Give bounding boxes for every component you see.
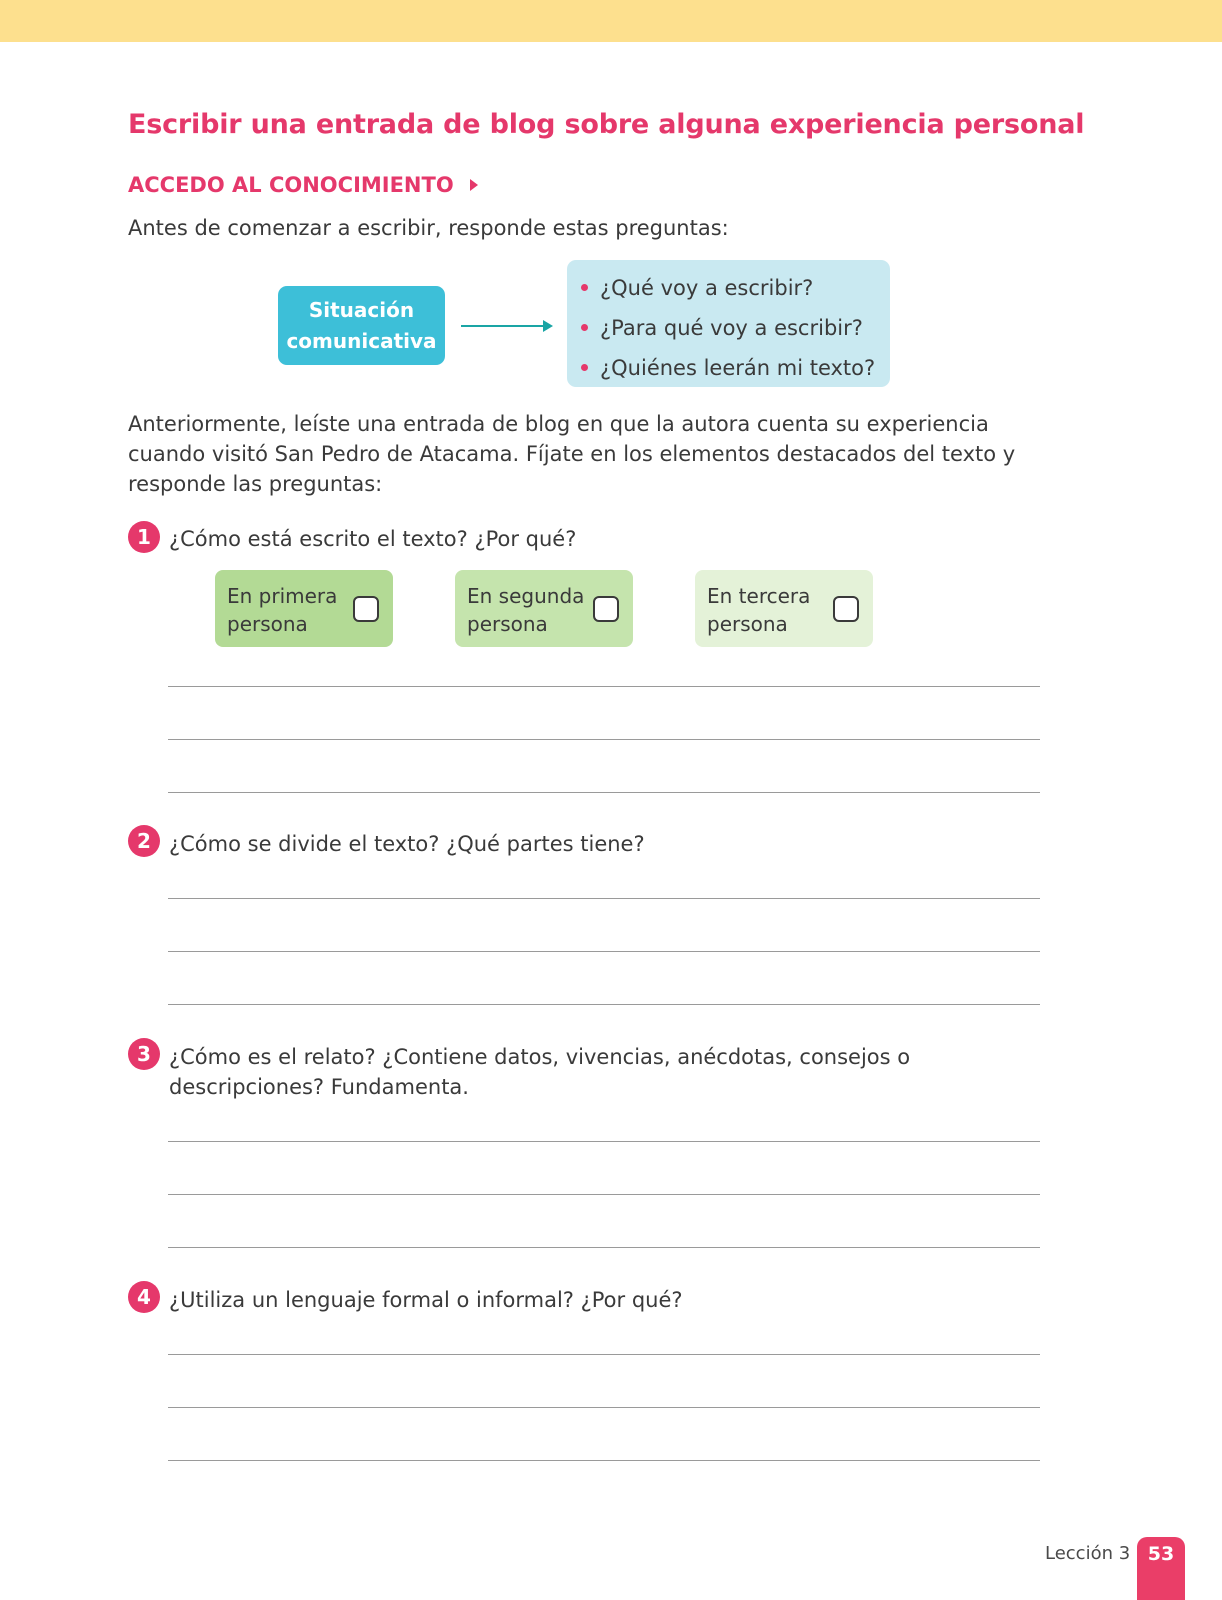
answer-line[interactable] [168, 686, 1040, 687]
question-text [169, 1042, 910, 1102]
answer-line[interactable] [168, 739, 1040, 740]
section-heading [128, 173, 478, 197]
option-label-line2: persona [467, 612, 548, 636]
option-segunda-persona[interactable] [455, 570, 633, 647]
option-label-line2: persona [227, 612, 308, 636]
question-number-badge: 3 [128, 1038, 160, 1070]
answer-line[interactable] [168, 1460, 1040, 1461]
question-text: ¿Utiliza un lenguaje formal o informal? ¿Por qué? [169, 1288, 683, 1312]
question-number-badge: 1 [128, 521, 160, 553]
guiding-question: ¿Para qué voy a escribir? [581, 308, 890, 348]
answer-line[interactable] [168, 1194, 1040, 1195]
checkbox[interactable] [353, 596, 379, 622]
guiding-questions-box [567, 260, 890, 387]
question-text-line1: ¿Cómo es el relato? ¿Contiene datos, vivencias, anécdotas, consejos o [169, 1045, 911, 1069]
guiding-question: ¿Quiénes leerán mi texto? [581, 348, 890, 388]
option-tercera-persona[interactable] [695, 570, 873, 647]
situacion-box-line1: Situación [308, 297, 415, 322]
checkbox[interactable] [833, 596, 859, 622]
section-heading-label: ACCEDO AL CONOCIMIENTO [128, 173, 454, 197]
question-text: ¿Cómo se divide el texto? ¿Qué partes tiene? [169, 832, 645, 856]
bullet-icon [581, 324, 588, 331]
option-label-line2: persona [707, 612, 788, 636]
page-title: Escribir una entrada de blog sobre alguna experiencia personal [128, 109, 1085, 140]
answer-line[interactable] [168, 898, 1040, 899]
answer-line[interactable] [168, 1354, 1040, 1355]
lesson-label: Lección 3 [1045, 1543, 1131, 1564]
answer-line[interactable] [168, 1141, 1040, 1142]
bullet-icon [581, 364, 588, 371]
question-number-badge: 2 [128, 825, 160, 857]
option-label-line1: En segunda [467, 584, 585, 608]
question-text-line2: descripciones? Fundamenta. [169, 1075, 469, 1099]
answer-line[interactable] [168, 1407, 1040, 1408]
option-label-line1: En tercera [707, 584, 811, 608]
question-text: ¿Cómo está escrito el texto? ¿Por qué? [169, 527, 577, 551]
top-color-band [0, 0, 1222, 42]
triangle-right-icon [470, 179, 478, 191]
option-label-line1: En primera [227, 584, 338, 608]
situacion-box-line2: comunicativa [286, 328, 437, 353]
situacion-comunicativa-box [278, 286, 445, 365]
intro-text: Antes de comenzar a escribir, responde estas preguntas: [128, 216, 729, 240]
option-primera-persona[interactable] [215, 570, 393, 647]
answer-line[interactable] [168, 1247, 1040, 1248]
bullet-icon [581, 284, 588, 291]
answer-line[interactable] [168, 792, 1040, 793]
question-number-badge: 4 [128, 1281, 160, 1313]
page-number: 53 [1137, 1537, 1185, 1600]
answer-line[interactable] [168, 1004, 1040, 1005]
arrow-right-icon [461, 318, 553, 334]
instruction-paragraph: Anteriormente, leíste una entrada de blog en que la autora cuenta su experiencia cuando visitó San Pedro de Atacama. Fíjate en los elementos destacados del texto y responde las preguntas: [128, 412, 1016, 496]
answer-line[interactable] [168, 951, 1040, 952]
guiding-question: ¿Qué voy a escribir? [581, 268, 890, 308]
checkbox[interactable] [593, 596, 619, 622]
